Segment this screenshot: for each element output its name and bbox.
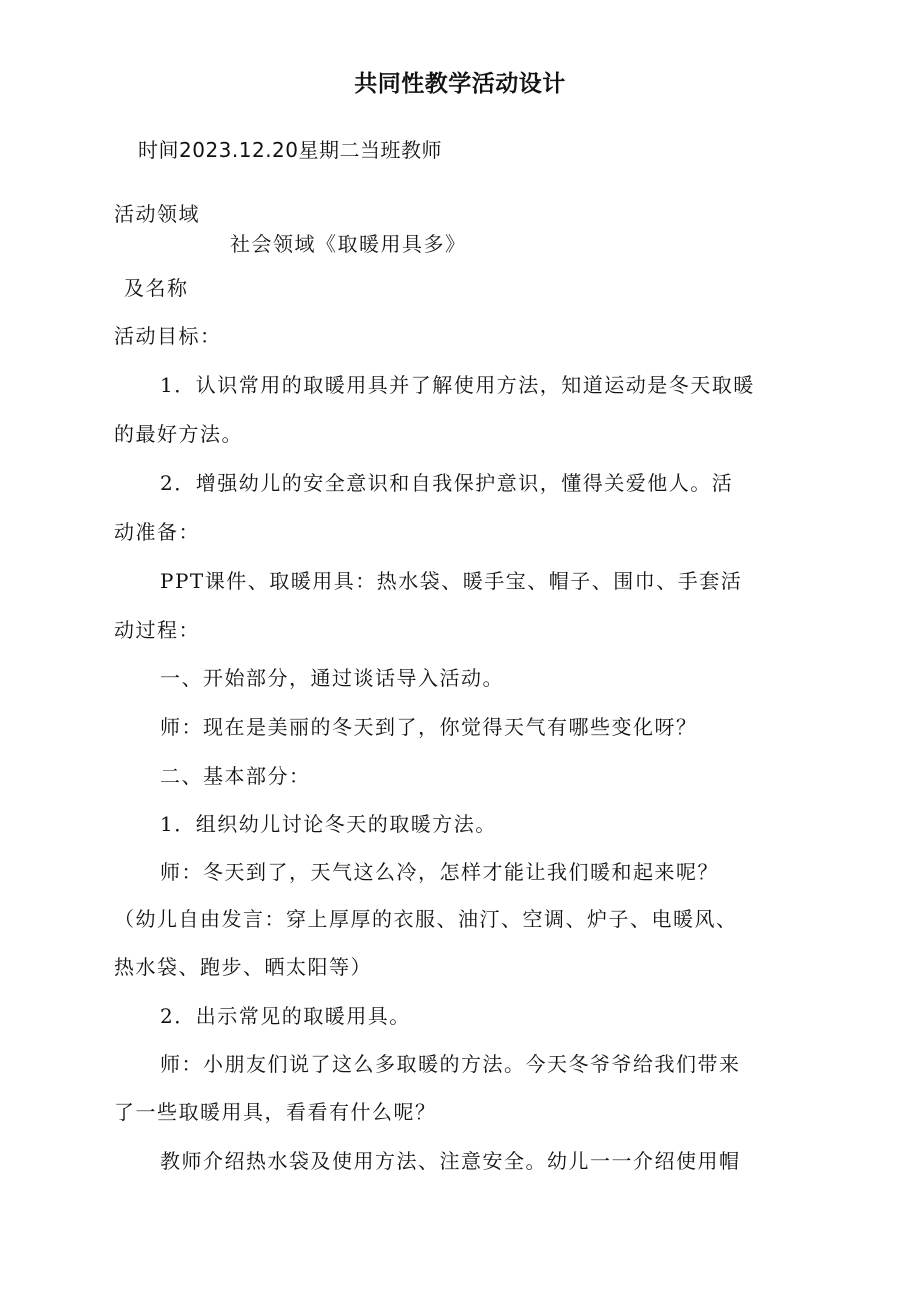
paragraph-line: 1．组织幼儿讨论冬天的取暖方法。 (160, 812, 497, 836)
paragraph-line: 二、基本部分： (160, 764, 311, 788)
paragraph-line: 师：小朋友们说了这么多取暖的方法。今天冬爷爷给我们带来 (160, 1052, 741, 1076)
paragraph-line: 2．增强幼儿的安全意识和自我保护意识，懂得关爱他人。活 (160, 471, 734, 495)
goals-label: 活动目标： (114, 324, 222, 348)
paragraph-line: PPT课件、取暖用具：热水袋、暖手宝、帽子、围巾、手套活 (160, 569, 743, 593)
paragraph-line: 一、开始部分，通过谈话导入活动。 (160, 666, 504, 690)
paragraph-line: 的最好方法。 (114, 422, 243, 446)
paragraph-line: 师：现在是美丽的冬天到了，你觉得天气有哪些变化呀？ (160, 715, 698, 739)
domain-label-2: 及名称 (124, 276, 189, 300)
paragraph-line: （幼儿自由发言：穿上厚厚的衣服、油汀、空调、炉子、电暖风、 (114, 907, 738, 931)
domain-label-1: 活动领域 (114, 202, 200, 226)
header-line: 时间2023.12.20星期二当班教师 (138, 138, 443, 162)
paragraph-line: 了一些取暖用具，看看有什么呢？ (114, 1100, 437, 1124)
paragraph-line: 教师介绍热水袋及使用方法、注意安全。幼儿一一介绍使用帽 (160, 1149, 741, 1173)
paragraph-line: 2．出示常见的取暖用具。 (160, 1004, 411, 1028)
domain-value: 社会领域《取暖用具多》 (230, 232, 467, 256)
paragraph-line: 1．认识常用的取暖用具并了解使用方法，知道运动是冬天取暖 (160, 373, 755, 397)
paragraph-line: 师：冬天到了，天气这么冷，怎样才能让我们暖和起来呢？ (160, 860, 719, 884)
paragraph-line: 热水袋、跑步、晒太阳等） (114, 955, 372, 979)
paragraph-line: 动过程： (114, 618, 200, 642)
document-title: 共同性教学活动设计 (354, 71, 566, 97)
paragraph-line: 动准备： (114, 520, 200, 544)
